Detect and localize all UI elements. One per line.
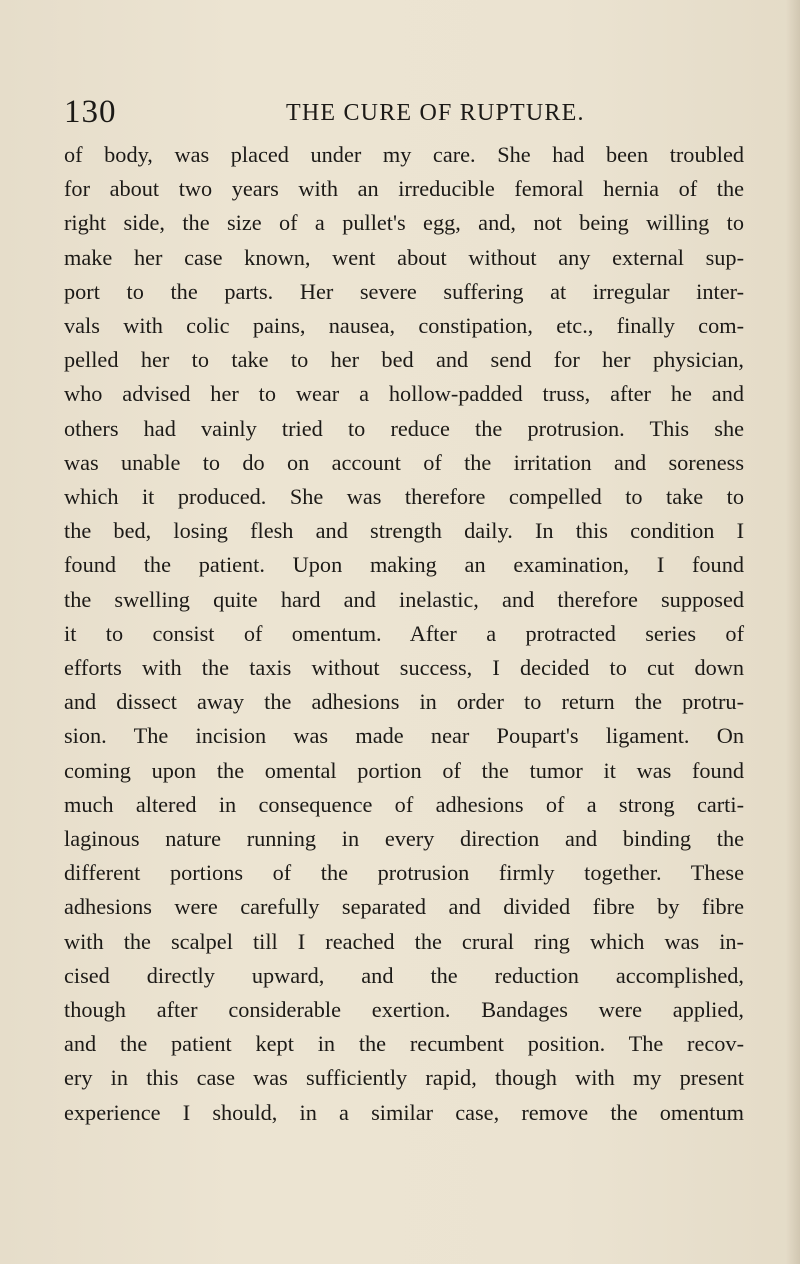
text-line: and dissect away the adhesions in order to return the protru- xyxy=(64,689,744,715)
text-line: others had vainly tried to reduce the protrusion. This she xyxy=(64,415,744,441)
text-line: cised directly upward, and the reduction accomplished, xyxy=(64,962,744,988)
text-line: with the scalpel till I reached the crural ring which was in- xyxy=(64,928,744,954)
text-line: ery in this case was sufficiently rapid, though with my present xyxy=(64,1065,744,1091)
text-line: found the patient. Upon making an examination, I found xyxy=(64,552,744,578)
page-edge-shadow xyxy=(786,0,800,1264)
text-line: and the patient kept in the recumbent position. The recov- xyxy=(64,1031,744,1057)
text-line: of body, was placed under my care. She had been troubled xyxy=(64,142,744,167)
text-line: was unable to do on account of the irritation and soreness xyxy=(64,449,744,475)
body-text xyxy=(64,138,744,1130)
text-line: experience I should, in a similar case, remove the omentum xyxy=(64,1099,744,1125)
text-line: which it produced. She was therefore compelled to take to xyxy=(64,484,744,510)
text-line: laginous nature running in every direction and binding the xyxy=(64,826,744,852)
text-line: coming upon the omental portion of the tumor it was found xyxy=(64,757,744,783)
text-line: make her case known, went about without any external sup- xyxy=(64,244,744,270)
text-line: it to consist of omentum. After a protracted series of xyxy=(64,620,744,646)
text-line: pelled her to take to her bed and send for her physician, xyxy=(64,347,744,373)
text-line: for about two years with an irreducible femoral hernia of the xyxy=(64,176,744,202)
page-number: 130 xyxy=(64,94,117,130)
text-line: who advised her to wear a hollow-padded truss, after he and xyxy=(64,381,744,407)
text-line: right side, the size of a pullet's egg, and, not being willing to xyxy=(64,210,744,236)
running-title: THE CURE OF RUPTURE. xyxy=(286,100,585,126)
text-line: vals with colic pains, nausea, constipation, etc., finally com- xyxy=(64,313,744,339)
page-header xyxy=(64,92,744,132)
text-line: adhesions were carefully separated and divided fibre by fibre xyxy=(64,894,744,920)
text-line: much altered in consequence of adhesions of a strong carti- xyxy=(64,791,744,817)
text-line: the swelling quite hard and inelastic, and therefore supposed xyxy=(64,586,744,612)
text-line: port to the parts. Her severe suffering at irregular inter- xyxy=(64,278,744,304)
text-line: efforts with the taxis without success, I decided to cut down xyxy=(64,655,744,681)
text-line: sion. The incision was made near Poupart's ligament. On xyxy=(64,723,744,749)
text-line: the bed, losing flesh and strength daily. In this condition I xyxy=(64,518,744,544)
text-line: though after considerable exertion. Bandages were applied, xyxy=(64,997,744,1023)
text-line: different portions of the protrusion firmly together. These xyxy=(64,860,744,886)
